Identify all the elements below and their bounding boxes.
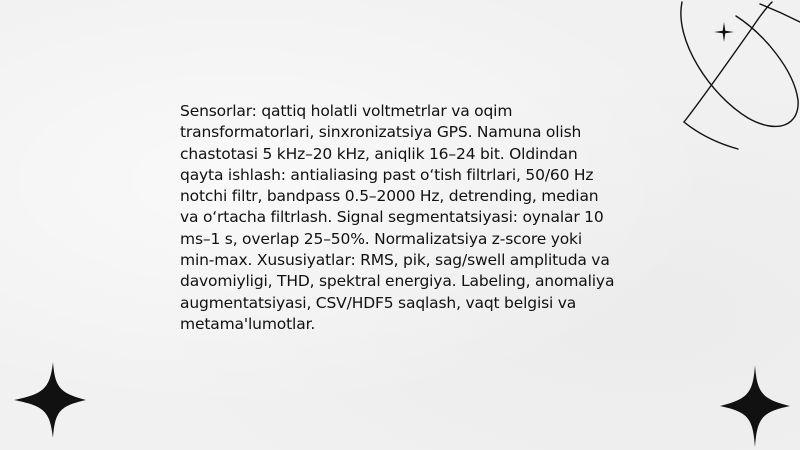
four-point-star-icon (10, 360, 90, 440)
four-point-star-icon (718, 363, 792, 449)
orbit-lines-icon (660, 0, 800, 150)
body-paragraph: Sensorlar: qattiq holatli voltmetrlar va oqim transformatorlari, sinxronizatsiya GPS. Namuna olish chastotasi 5 kHz–20 kHz, aniqlik 16–24 bit. Oldindan qayta ishlash: antialiasing past o‘tish filtrlari, 50/60 Hz notchi filtr, bandpass 0.5–2000 Hz, detrending, median va o‘rtacha filtrlash. Signal segmentatsiyasi: oynalar 10 ms–1 s, overlap 25–50%. Normalizatsiya z-score yoki min-max. Xususiyatlar: RMS, pik, sag/swell amplituda va davomiyligi, THD, spektral energiya. Labeling, anomaliya augmentatsiyasi, CSV/HDF5 saqlash, vaqt belgisi va metama'lumotlar. (180, 102, 615, 333)
